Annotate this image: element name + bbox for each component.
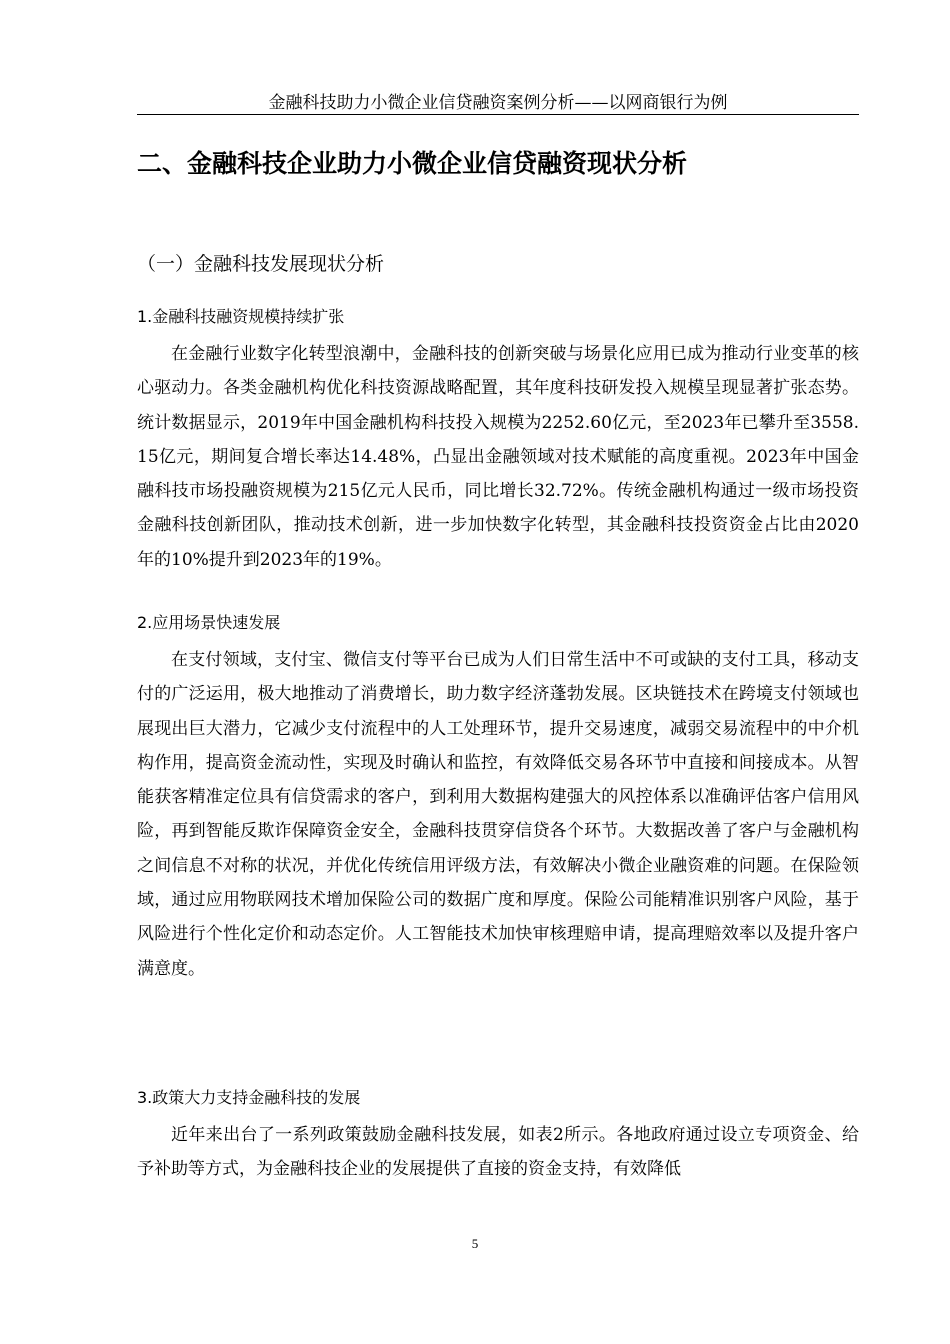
subsection-heading-3: 3.政策大力支持金融科技的发展	[137, 1088, 361, 1107]
running-header: 金融科技助力小微企业信贷融资案例分析——以网商银行为例	[268, 93, 728, 113]
chapter-title: 二、金融科技企业助力小微企业信贷融资现状分析	[137, 149, 688, 178]
header-divider	[137, 114, 859, 115]
section-title: （一）金融科技发展现状分析	[137, 253, 385, 275]
subsection-heading-2: 2.应用场景快速发展	[137, 613, 281, 632]
paragraph-financing-scale: 在金融行业数字化转型浪潮中，金融科技的创新突破与场景化应用已成为推动行业变革的核心驱动力。各类金融机构优化科技资源战略配置，其年度科技研发投入规模呈现显著扩张态势。统计数据显示，2019年中国金融机构科技投入规模为2252.60亿元，至2023年已攀升至3558.15亿元，期间复合增长率达14.48%，凸显出金融领域对技术赋能的高度重视。2023年中国金融科技市场投融资规模为215亿元人民币，同比增长32.72%。传统金融机构通过一级市场投资金融科技创新团队，推动技术创新，进一步加快数字化转型，其金融科技投资资金占比由2020年的10%提升到2023年的19%。	[137, 344, 859, 570]
paragraph-application-scenarios: 在支付领域，支付宝、微信支付等平台已成为人们日常生活中不可或缺的支付工具，移动支付的广泛运用，极大地推动了消费增长，助力数字经济蓬勃发展。区块链技术在跨境支付领域也展现出巨大潜力，它减少支付流程中的人工处理环节，提升交易速度，减弱交易流程中的中介机构作用，提高资金流动性，实现及时确认和监控，有效降低交易各环节中直接和间接成本。从智能获客精准定位具有信贷需求的客户，到利用大数据构建强大的风控体系以准确评估客户信用风险，再到智能反欺诈保障资金安全，金融科技贯穿信贷各个环节。大数据改善了客户与金融机构之间信息不对称的状况，并优化传统信用评级方法，有效解决小微企业融资难的问题。在保险领域，通过应用物联网技术增加保险公司的数据广度和厚度。保险公司能精准识别客户风险，基于风险进行个性化定价和动态定价。人工智能技术加快审核理赔申请，提高理赔效率以及提升客户满意度。	[137, 650, 859, 979]
paragraph-policy-support: 近年来出台了一系列政策鼓励金融科技发展，如表2所示。各地政府通过设立专项资金、给予补助等方式，为金融科技企业的发展提供了直接的资金支持，有效降低	[137, 1125, 859, 1180]
subsection-heading-1: 1.金融科技融资规模持续扩张	[137, 307, 345, 326]
page-number: 5	[471, 1236, 479, 1251]
